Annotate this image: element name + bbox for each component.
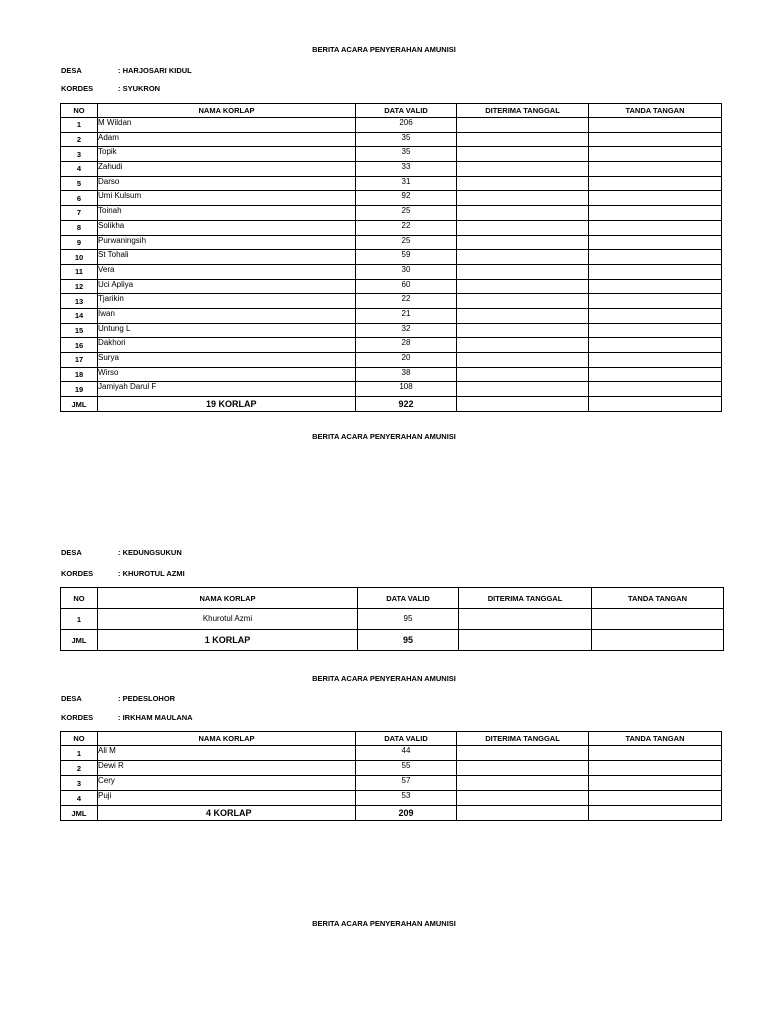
row-nama-korlap: Untung L bbox=[98, 323, 356, 338]
row-no: 4 bbox=[61, 162, 98, 177]
header-tanda-tangan: TANDA TANGAN bbox=[589, 732, 722, 746]
row-diterima-tanggal bbox=[459, 609, 592, 630]
row-diterima-tanggal bbox=[457, 746, 589, 761]
table-row bbox=[61, 761, 722, 776]
total-value: 95 bbox=[358, 630, 459, 651]
row-diterima-tanggal bbox=[457, 264, 589, 279]
row-diterima-tanggal bbox=[457, 235, 589, 250]
row-no: 8 bbox=[61, 220, 98, 235]
row-no: 11 bbox=[61, 264, 98, 279]
row-nama-korlap: St Tohali bbox=[98, 250, 356, 265]
row-data-valid: 108 bbox=[356, 382, 457, 397]
total-signature-cell bbox=[592, 630, 724, 651]
row-data-valid: 53 bbox=[356, 791, 457, 806]
row-data-valid: 44 bbox=[356, 746, 457, 761]
row-nama-korlap: Solikha bbox=[98, 220, 356, 235]
total-label: JML bbox=[61, 397, 98, 412]
row-diterima-tanggal bbox=[457, 132, 589, 147]
header-diterima-tanggal: DITERIMA TANGGAL bbox=[459, 588, 592, 609]
row-no: 7 bbox=[61, 206, 98, 221]
row-diterima-tanggal bbox=[457, 776, 589, 791]
kordes-value: : SYUKRON bbox=[118, 84, 161, 93]
row-no: 1 bbox=[61, 609, 98, 630]
table-row bbox=[61, 791, 722, 806]
table-row bbox=[61, 338, 722, 353]
header-diterima-tanggal: DITERIMA TANGGAL bbox=[457, 104, 589, 118]
row-tanda-tangan bbox=[589, 176, 722, 191]
row-nama-korlap: Cery bbox=[98, 776, 356, 791]
section-1-desa bbox=[61, 66, 192, 75]
row-data-valid: 38 bbox=[356, 367, 457, 382]
section-1-title: BERITA ACARA PENYERAHAN AMUNISI bbox=[312, 45, 456, 54]
table-row bbox=[61, 147, 722, 162]
row-data-valid: 35 bbox=[356, 147, 457, 162]
row-no: 10 bbox=[61, 250, 98, 265]
row-tanda-tangan bbox=[589, 323, 722, 338]
row-diterima-tanggal bbox=[457, 162, 589, 177]
row-data-valid: 21 bbox=[356, 308, 457, 323]
total-korlap-text: 4 KORLAP bbox=[206, 808, 252, 818]
row-tanda-tangan bbox=[589, 250, 722, 265]
row-nama-korlap: Puji bbox=[98, 791, 356, 806]
row-no: 16 bbox=[61, 338, 98, 353]
row-nama-korlap: Uci Apliya bbox=[98, 279, 356, 294]
header-data-valid: DATA VALID bbox=[356, 104, 457, 118]
row-nama-korlap: Surya bbox=[98, 353, 356, 368]
row-data-valid: 22 bbox=[356, 294, 457, 309]
section-4-title: BERITA ACARA PENYERAHAN AMUNISI bbox=[312, 919, 456, 928]
row-tanda-tangan bbox=[589, 191, 722, 206]
table-row bbox=[61, 323, 722, 338]
row-diterima-tanggal bbox=[457, 308, 589, 323]
row-nama-korlap: Ali M bbox=[98, 746, 356, 761]
row-tanda-tangan bbox=[589, 353, 722, 368]
kordes-label: KORDES bbox=[61, 84, 94, 93]
row-tanda-tangan bbox=[589, 147, 722, 162]
table-row bbox=[61, 382, 722, 397]
row-nama-korlap: Dewi R bbox=[98, 761, 356, 776]
row-tanda-tangan bbox=[592, 609, 724, 630]
total-row bbox=[61, 397, 722, 412]
row-no: 12 bbox=[61, 279, 98, 294]
table-header-row bbox=[61, 104, 722, 118]
section-3-desa bbox=[61, 694, 175, 703]
section-2-table bbox=[60, 587, 724, 651]
table-row bbox=[61, 609, 724, 630]
table-row bbox=[61, 308, 722, 323]
row-diterima-tanggal bbox=[457, 176, 589, 191]
header-nama-korlap: NAMA KORLAP bbox=[98, 104, 356, 118]
row-nama-korlap: Umi Kulsum bbox=[98, 191, 356, 206]
row-no: 4 bbox=[61, 791, 98, 806]
row-no: 1 bbox=[61, 118, 98, 133]
row-diterima-tanggal bbox=[457, 147, 589, 162]
table-row bbox=[61, 132, 722, 147]
row-tanda-tangan bbox=[589, 308, 722, 323]
row-nama-korlap: Darso bbox=[98, 176, 356, 191]
table-header-row bbox=[61, 588, 724, 609]
kordes-value: : IRKHAM MAULANA bbox=[118, 713, 193, 722]
row-nama-korlap: Iwan bbox=[98, 308, 356, 323]
row-data-valid: 206 bbox=[356, 118, 457, 133]
row-data-valid: 55 bbox=[356, 761, 457, 776]
desa-label: DESA bbox=[61, 66, 82, 75]
row-tanda-tangan bbox=[589, 118, 722, 133]
row-tanda-tangan bbox=[589, 235, 722, 250]
row-no: 3 bbox=[61, 776, 98, 791]
table-row bbox=[61, 250, 722, 265]
table-row bbox=[61, 118, 722, 133]
row-nama-korlap: M Wildan bbox=[98, 118, 356, 133]
table-row bbox=[61, 162, 722, 177]
row-data-valid: 32 bbox=[356, 323, 457, 338]
row-tanda-tangan bbox=[589, 761, 722, 776]
row-nama-korlap: Khurotul Azmi bbox=[98, 609, 358, 630]
row-data-valid: 33 bbox=[356, 162, 457, 177]
row-no: 17 bbox=[61, 353, 98, 368]
row-diterima-tanggal bbox=[457, 353, 589, 368]
row-data-valid: 35 bbox=[356, 132, 457, 147]
table-row bbox=[61, 220, 722, 235]
row-tanda-tangan bbox=[589, 132, 722, 147]
desa-label: DESA bbox=[61, 694, 82, 703]
row-tanda-tangan bbox=[589, 294, 722, 309]
total-row bbox=[61, 630, 724, 651]
header-tanda-tangan: TANDA TANGAN bbox=[592, 588, 724, 609]
desa-value: : HARJOSARI KIDUL bbox=[118, 66, 192, 75]
row-data-valid: 60 bbox=[356, 279, 457, 294]
row-data-valid: 92 bbox=[356, 191, 457, 206]
row-no: 19 bbox=[61, 382, 98, 397]
total-signature-cell bbox=[589, 806, 722, 821]
table-row bbox=[61, 353, 722, 368]
total-date-cell bbox=[459, 630, 592, 651]
header-diterima-tanggal: DITERIMA TANGGAL bbox=[457, 732, 589, 746]
row-tanda-tangan bbox=[589, 776, 722, 791]
table-row bbox=[61, 206, 722, 221]
row-tanda-tangan bbox=[589, 220, 722, 235]
table-row bbox=[61, 367, 722, 382]
section-1-kordes bbox=[61, 84, 160, 93]
total-row bbox=[61, 806, 722, 821]
kordes-label: KORDES bbox=[61, 713, 94, 722]
table-row bbox=[61, 294, 722, 309]
table-row bbox=[61, 746, 722, 761]
row-no: 5 bbox=[61, 176, 98, 191]
desa-value: : KEDUNGSUKUN bbox=[118, 548, 182, 557]
header-no: NO bbox=[61, 104, 98, 118]
total-value: 209 bbox=[356, 806, 457, 821]
table-row bbox=[61, 776, 722, 791]
row-nama-korlap: Jamiyah Darul F bbox=[98, 382, 356, 397]
row-diterima-tanggal bbox=[457, 761, 589, 776]
kordes-value: : KHUROTUL AZMI bbox=[118, 569, 185, 578]
desa-label: DESA bbox=[61, 548, 82, 557]
total-korlap: 1 KORLAP bbox=[98, 630, 358, 651]
row-diterima-tanggal bbox=[457, 118, 589, 133]
table-row bbox=[61, 235, 722, 250]
total-korlap bbox=[98, 397, 356, 412]
total-date-cell bbox=[457, 806, 589, 821]
row-tanda-tangan bbox=[589, 279, 722, 294]
table-row bbox=[61, 279, 722, 294]
row-tanda-tangan bbox=[589, 264, 722, 279]
total-label: JML bbox=[61, 630, 98, 651]
row-tanda-tangan bbox=[589, 338, 722, 353]
table-row bbox=[61, 191, 722, 206]
row-diterima-tanggal bbox=[457, 206, 589, 221]
table-header-row bbox=[61, 732, 722, 746]
row-tanda-tangan bbox=[589, 382, 722, 397]
row-nama-korlap: Purwaningsih bbox=[98, 235, 356, 250]
row-tanda-tangan bbox=[589, 791, 722, 806]
row-data-valid: 57 bbox=[356, 776, 457, 791]
total-signature-cell bbox=[589, 397, 722, 412]
row-nama-korlap: Adam bbox=[98, 132, 356, 147]
row-no: 2 bbox=[61, 132, 98, 147]
row-no: 6 bbox=[61, 191, 98, 206]
row-no: 18 bbox=[61, 367, 98, 382]
total-label: JML bbox=[61, 806, 98, 821]
row-nama-korlap: Toinah bbox=[98, 206, 356, 221]
header-no: NO bbox=[61, 732, 98, 746]
row-data-valid: 31 bbox=[356, 176, 457, 191]
row-no: 9 bbox=[61, 235, 98, 250]
row-diterima-tanggal bbox=[457, 382, 589, 397]
section-2-kordes bbox=[61, 569, 185, 578]
row-no: 2 bbox=[61, 761, 98, 776]
row-diterima-tanggal bbox=[457, 791, 589, 806]
kordes-label: KORDES bbox=[61, 569, 94, 578]
row-tanda-tangan bbox=[589, 746, 722, 761]
total-korlap-text: 19 KORLAP bbox=[206, 399, 257, 410]
row-tanda-tangan bbox=[589, 367, 722, 382]
row-data-valid: 30 bbox=[356, 264, 457, 279]
table-row bbox=[61, 264, 722, 279]
row-data-valid: 25 bbox=[356, 235, 457, 250]
header-data-valid: DATA VALID bbox=[358, 588, 459, 609]
row-no: 3 bbox=[61, 147, 98, 162]
row-nama-korlap: Topik bbox=[98, 147, 356, 162]
row-tanda-tangan bbox=[589, 162, 722, 177]
row-diterima-tanggal bbox=[457, 279, 589, 294]
row-no: 1 bbox=[61, 746, 98, 761]
section-3-title: BERITA ACARA PENYERAHAN AMUNISI bbox=[312, 674, 456, 683]
row-no: 13 bbox=[61, 294, 98, 309]
section-3-kordes bbox=[61, 713, 193, 722]
row-data-valid: 95 bbox=[358, 609, 459, 630]
row-nama-korlap: Dakhori bbox=[98, 338, 356, 353]
row-no: 15 bbox=[61, 323, 98, 338]
row-data-valid: 22 bbox=[356, 220, 457, 235]
table-row bbox=[61, 176, 722, 191]
row-nama-korlap: Tjarikin bbox=[98, 294, 356, 309]
total-date-cell bbox=[457, 397, 589, 412]
row-nama-korlap: Zahudi bbox=[98, 162, 356, 177]
row-nama-korlap: Wirso bbox=[98, 367, 356, 382]
header-nama-korlap: NAMA KORLAP bbox=[98, 732, 356, 746]
row-diterima-tanggal bbox=[457, 220, 589, 235]
section-2-desa bbox=[61, 548, 182, 557]
total-korlap bbox=[98, 806, 356, 821]
section-3-table bbox=[60, 731, 722, 821]
row-tanda-tangan bbox=[589, 206, 722, 221]
header-data-valid: DATA VALID bbox=[356, 732, 457, 746]
header-nama-korlap: NAMA KORLAP bbox=[98, 588, 358, 609]
row-diterima-tanggal bbox=[457, 250, 589, 265]
row-data-valid: 59 bbox=[356, 250, 457, 265]
row-data-valid: 20 bbox=[356, 353, 457, 368]
desa-value: : PEDESLOHOR bbox=[118, 694, 176, 703]
row-diterima-tanggal bbox=[457, 338, 589, 353]
row-nama-korlap: Vera bbox=[98, 264, 356, 279]
row-diterima-tanggal bbox=[457, 191, 589, 206]
row-no: 14 bbox=[61, 308, 98, 323]
total-value: 922 bbox=[356, 397, 457, 412]
row-data-valid: 25 bbox=[356, 206, 457, 221]
section-1-table bbox=[60, 103, 722, 412]
row-data-valid: 28 bbox=[356, 338, 457, 353]
header-no: NO bbox=[61, 588, 98, 609]
row-diterima-tanggal bbox=[457, 294, 589, 309]
header-tanda-tangan: TANDA TANGAN bbox=[589, 104, 722, 118]
section-2-title: BERITA ACARA PENYERAHAN AMUNISI bbox=[312, 432, 456, 441]
row-diterima-tanggal bbox=[457, 367, 589, 382]
row-diterima-tanggal bbox=[457, 323, 589, 338]
